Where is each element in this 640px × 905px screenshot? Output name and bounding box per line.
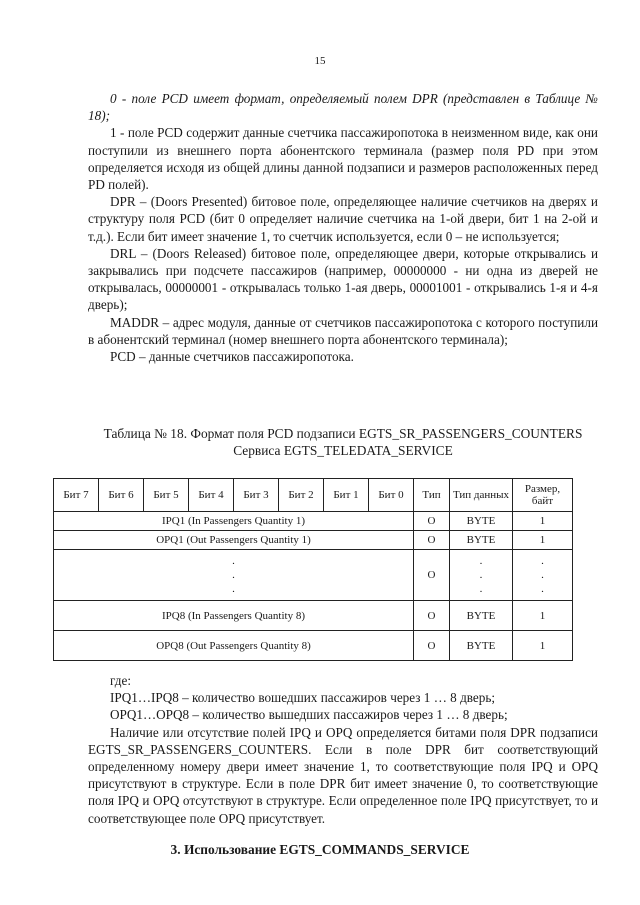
paragraph-drl: DRL – (Doors Released) битовое поле, определяющее двери, которые открывались и закрывались при подсчете пассажиров (например, 00000000 - ни одна из дверей не открывалась, 00000001 - открывалась только 1-ая дверь, 00001001 - открывались 1-я и 4-я дверь); (88, 245, 598, 313)
dot: . (232, 583, 235, 595)
pcd-format-table (53, 478, 573, 661)
paragraph-maddr: MADDR – адрес модуля, данные от счетчиков пассажиропотока с которого поступили в абонентский терминал (номер внешнего порта абонентского терминала); (88, 314, 598, 347)
where-item-opq: OPQ1…OPQ8 – количество вышедших пассажиров через 1 … 8 дверь; (110, 707, 508, 723)
where-label: где: (110, 673, 131, 688)
dot: . (479, 569, 483, 581)
definitions-block (88, 90, 598, 365)
field-cell: IPQ1 (In Passengers Quantity 1) (54, 512, 414, 531)
dot: . (541, 569, 544, 581)
table-header-cell: Бит 7 (54, 479, 99, 512)
type-cell: O (414, 550, 450, 601)
paragraph-pcd: PCD – данные счетчиков пассажиропотока. (110, 349, 354, 365)
size-cell: 1 (513, 512, 573, 531)
size-cell: 1 (513, 631, 573, 661)
section-heading: 3. Использование EGTS_COMMANDS_SERVICE (170, 842, 470, 857)
where-item-ipq: IPQ1…IPQ8 – количество вошедших пассажиров через 1 … 8 дверь; (110, 690, 496, 706)
page-number: 15 (314, 55, 326, 67)
type-cell: O (414, 601, 450, 631)
type-cell: O (414, 512, 450, 531)
field-cell-dots (54, 550, 414, 601)
table-caption (88, 425, 598, 459)
data-type-cell: BYTE (450, 601, 513, 631)
field-cell: OPQ1 (Out Passengers Quantity 1) (54, 531, 414, 550)
table-header-cell: Бит 2 (279, 479, 324, 512)
table-header-cell: Бит 0 (369, 479, 414, 512)
paragraph-presence: Наличие или отсутствие полей IPQ и OPQ определяется битами поля DPR подзаписи EGTS_SR_PASSENGERS_COUNTERS. Если в поле DPR бит соответствующий определенному номеру двери имеет значение 1, то соответствующие поля IPQ и OPQ присутствуют в структуре. Если в поле DPR бит имеет значение 0, то соответствующие поля IPQ и OPQ отсутствуют в структуре. Если определенное поле IPQ присутствует, то и соответствующее поле OPQ присутствует. (88, 724, 598, 826)
field-cell: IPQ8 (In Passengers Quantity 8) (54, 601, 414, 631)
table-row (54, 512, 573, 531)
table-header-cell: Тип данных (450, 479, 513, 512)
table-header-cell: Бит 4 (189, 479, 234, 512)
table-row (54, 531, 573, 550)
table-header-cell: Бит 3 (234, 479, 279, 512)
table-row (54, 631, 573, 661)
data-type-cell: BYTE (450, 512, 513, 531)
data-type-cell-dots (450, 550, 513, 601)
size-cell-dots (513, 550, 573, 601)
table-header-cell: Размер, байт (513, 479, 573, 512)
table-header-cell: Бит 5 (144, 479, 189, 512)
field-cell: OPQ8 (Out Passengers Quantity 8) (54, 631, 414, 661)
type-cell: O (414, 631, 450, 661)
paragraph-pcd-0: 0 - поле PCD имеет формат, определяемый полем DPR (представлен в Таблице № 18); (88, 91, 598, 124)
dot: . (232, 569, 235, 581)
dot: . (479, 583, 483, 595)
table-caption-line1: Таблица № 18. Формат поля PCD подзаписи EGTS_SR_PASSENGERS_COUNTERS (103, 426, 583, 441)
table-caption-line2: Сервиса EGTS_TELEDATA_SERVICE (233, 443, 453, 458)
table-row (54, 601, 573, 631)
size-cell: 1 (513, 601, 573, 631)
size-cell: 1 (513, 531, 573, 550)
dot: . (232, 555, 235, 567)
table-header-cell: Бит 1 (324, 479, 369, 512)
dot: . (479, 555, 483, 567)
data-type-cell: BYTE (450, 531, 513, 550)
table-header-cell: Тип (414, 479, 450, 512)
table-row-ellipsis (54, 550, 573, 601)
dot: . (541, 583, 544, 595)
paragraph-dpr: DPR – (Doors Presented) битовое поле, определяющее наличие счетчиков на дверях и структуру поля PCD (бит 0 определяет наличие счетчика на 1-ой двери, бит 1 на 2-ой и т.д.). Если бит имеет значение 1, то счетчик используется, если 0 – не используется; (88, 194, 598, 244)
paragraph-pcd-1: 1 - поле PCD содержит данные счетчика пассажиропотока в неизменном виде, как они поступили из внешнего порта абонентского терминала (размер поля PD при этом определяется исходя из общей длины данной подзаписи и размеров расположенных перед PD полей). (88, 125, 598, 193)
dot: . (541, 555, 544, 567)
type-cell: O (414, 531, 450, 550)
explanation-block (88, 672, 598, 827)
data-type-cell: BYTE (450, 631, 513, 661)
table-header-cell: Бит 6 (99, 479, 144, 512)
table-header-row (54, 479, 573, 512)
